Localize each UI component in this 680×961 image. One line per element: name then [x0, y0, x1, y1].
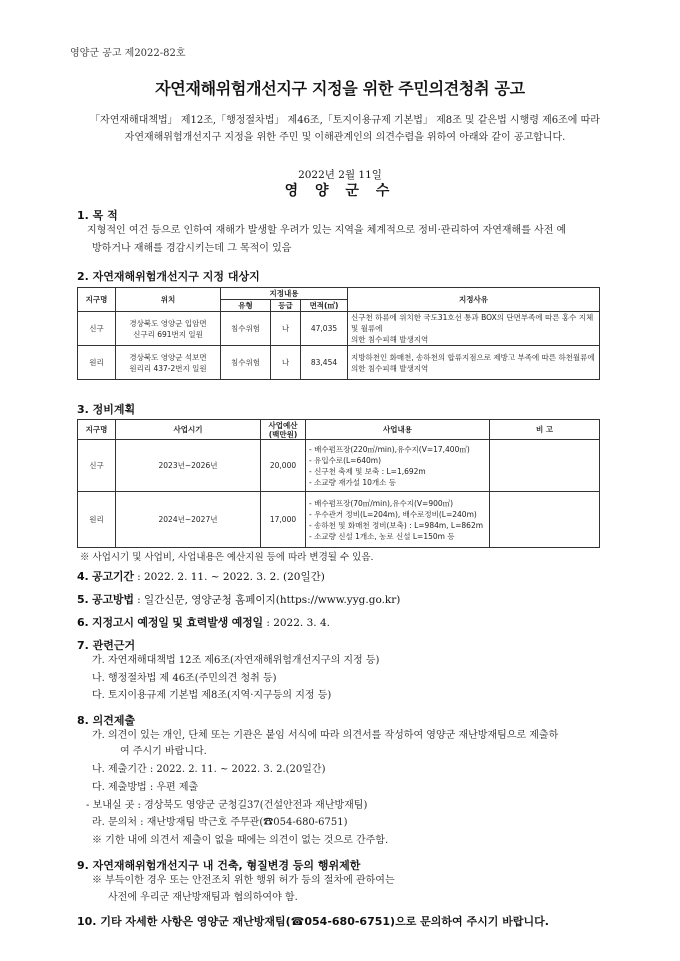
column-header: 사업예산 (백만원)	[261, 420, 306, 440]
designation-table	[77, 287, 600, 380]
table-row	[78, 312, 600, 346]
column-header: 지구명	[78, 288, 116, 312]
page-title: 자연재해위험개선지구 지정을 위한 주민의견청취 공고	[155, 79, 525, 98]
plan-note: ※ 사업시기 및 사업비, 사업내용은 예산지원 등에 따라 변경될 수 있음.	[80, 552, 374, 563]
table-row	[78, 346, 600, 380]
list-item: ※ 기한 내에 의견서 제출이 없을 때에는 의견이 없는 것으로 간주함.	[92, 835, 389, 846]
cell-budget: 20,000	[261, 440, 306, 492]
column-header: 지정사유	[348, 288, 600, 312]
list-item: 나. 행정절차법 제 46조(주민의견 청취 등)	[92, 673, 277, 684]
cell-grade: 나	[271, 312, 301, 346]
section-heading: 9. 자연재해위험개선지구 내 건축, 형질변경 등의 행위제한	[77, 859, 361, 872]
cell-district: 원리	[78, 492, 116, 548]
cell-type: 침수위험	[221, 312, 271, 346]
column-header: 지정내용	[221, 288, 348, 300]
list-item: ※ 부득이한 경우 또는 안전조치 위한 행위 허가 등의 절차에 관하여는	[92, 875, 395, 886]
cell-reason: 지방하천인 화매천, 송하천의 합류지점으로 제방고 부족에 따른 하천월류에 의한 침수피해 발생지역	[348, 346, 600, 380]
list-item: 라. 문의처 : 재난방재팀 박근호 주무관(☎054-680-6751)	[92, 817, 348, 828]
column-header: 사업내용	[306, 420, 490, 440]
column-header: 유형	[221, 300, 271, 312]
list-item: 나. 제출기간 : 2022. 2. 11. ~ 2022. 3. 2.(20일간)	[92, 764, 326, 775]
section-heading: 3. 정비계획	[77, 403, 136, 416]
intro-paragraph	[60, 112, 630, 146]
column-header: 지구명	[78, 420, 116, 440]
column-header: 비 고	[490, 420, 600, 440]
purpose-text: 지형적인 여건 등으로 인하여 재해가 발생할 우려가 있는 지역을 체계적으로 정비·관리하여 자연재해를 사전 예	[87, 225, 567, 236]
cell-period: 2023년~2026년	[116, 440, 261, 492]
section-heading: 1. 목 적	[77, 209, 118, 222]
cell-reason: 신구천 하류에 위치한 국도31호선 통과 BOX의 단면부족에 따른 홍수 지체 및 월류에 의한 침수피해 발생지역	[348, 312, 600, 346]
cell-area: 47,035	[301, 312, 348, 346]
cell-location: 경상북도 영양군 입암면 신구리 691번지 일원	[116, 312, 221, 346]
intro-line: 「자연재해대책법」 제12조,「행정절차법」 제46조,「토지이용규제 기본법」 제8조 및 같은법 시행령 제6조에 따라	[90, 115, 600, 126]
list-item: 가. 의견이 있는 개인, 단체 또는 기관은 붙임 서식에 따라 의견서를 작성하여 영양군 재난방재팀으로 제출하	[92, 730, 559, 741]
list-item: 여 주시기 바랍니다.	[120, 746, 207, 757]
section-heading: 8. 의견제출	[77, 714, 136, 727]
section-heading: 4. 공고기간 : 2022. 2. 11. ~ 2022. 3. 2. (20일간)	[77, 570, 325, 583]
column-header: 면적(㎡)	[301, 300, 348, 312]
notice-number: 영양군 공고 제2022-82호	[70, 48, 186, 59]
list-item: 다. 토지이용규제 기본법 제8조(지역·지구등의 지정 등)	[92, 690, 332, 701]
cell-period: 2024년~2027년	[116, 492, 261, 548]
column-header: 위치	[116, 288, 221, 312]
cell-district: 원리	[78, 346, 116, 380]
cell-budget: 17,000	[261, 492, 306, 548]
section-heading: 6. 지정고시 예정일 및 효력발생 예정일 : 2022. 3. 4.	[77, 616, 330, 629]
purpose-text: 방하거나 재해를 경감시키는데 그 목적이 있음	[92, 243, 292, 254]
plan-table	[77, 419, 600, 548]
list-item: 가. 자연재해대책법 12조 제6조(자연재해위험개선지구의 지정 등)	[92, 655, 380, 666]
intro-line: 자연재해위험개선지구 지정을 위한 주민 및 이해관계인의 의견수렴을 위하여 아래와 같이 공고합니다.	[124, 132, 566, 143]
table-row	[78, 492, 600, 548]
cell-area: 83,454	[301, 346, 348, 380]
cell-content: - 배수펌프장(70㎥/min),유수지(V=900㎥) - 우수관거 정비(L=204m), 배수로정비(L=240m) - 송하천 및 화매천 정비(보축) : L=984m, L=862m - 소교량 신설 1개소, 농로 신설 L=150m 등	[306, 492, 490, 548]
section-heading: 7. 관련근거	[77, 639, 136, 652]
cell-grade: 나	[271, 346, 301, 380]
cell-type: 침수위험	[221, 346, 271, 380]
table-row	[78, 440, 600, 492]
cell-remark	[490, 440, 600, 492]
list-item: 다. 제출방법 : 우편 제출	[92, 782, 199, 793]
issuer: 영 양 군 수	[284, 183, 396, 199]
list-item: 사전에 우리군 재난방재팀과 협의하여야 함.	[108, 892, 298, 903]
notice-date: 2022년 2월 11일	[298, 169, 382, 181]
cell-district: 신구	[78, 440, 116, 492]
section-heading: 2. 자연재해위험개선지구 지정 대상지	[77, 270, 260, 283]
column-header: 사업시기	[116, 420, 261, 440]
cell-location: 경상북도 영양군 석보면 원리리 437-2번지 일원	[116, 346, 221, 380]
list-item: - 보내실 곳 : 경상북도 영양군 군청길37(건설안전과 재난방재팀)	[86, 800, 368, 811]
column-header: 등급	[271, 300, 301, 312]
section-heading: 10. 기타 자세한 사항은 영양군 재난방재팀(☎054-680-6751)으로 문의하여 주시기 바랍니다.	[77, 915, 549, 928]
cell-content: - 배수펌프장(220㎥/min),유수지(V=17,400㎥) - 유입수로(L=640m) - 신구천 축제 및 보축 : L=1,692m - 소교량 재가설 10개소 등	[306, 440, 490, 492]
section-heading: 5. 공고방법 : 일간신문, 영양군청 홈페이지(https://www.yyg.go.kr)	[77, 593, 401, 606]
cell-district: 신구	[78, 312, 116, 346]
cell-remark	[490, 492, 600, 548]
